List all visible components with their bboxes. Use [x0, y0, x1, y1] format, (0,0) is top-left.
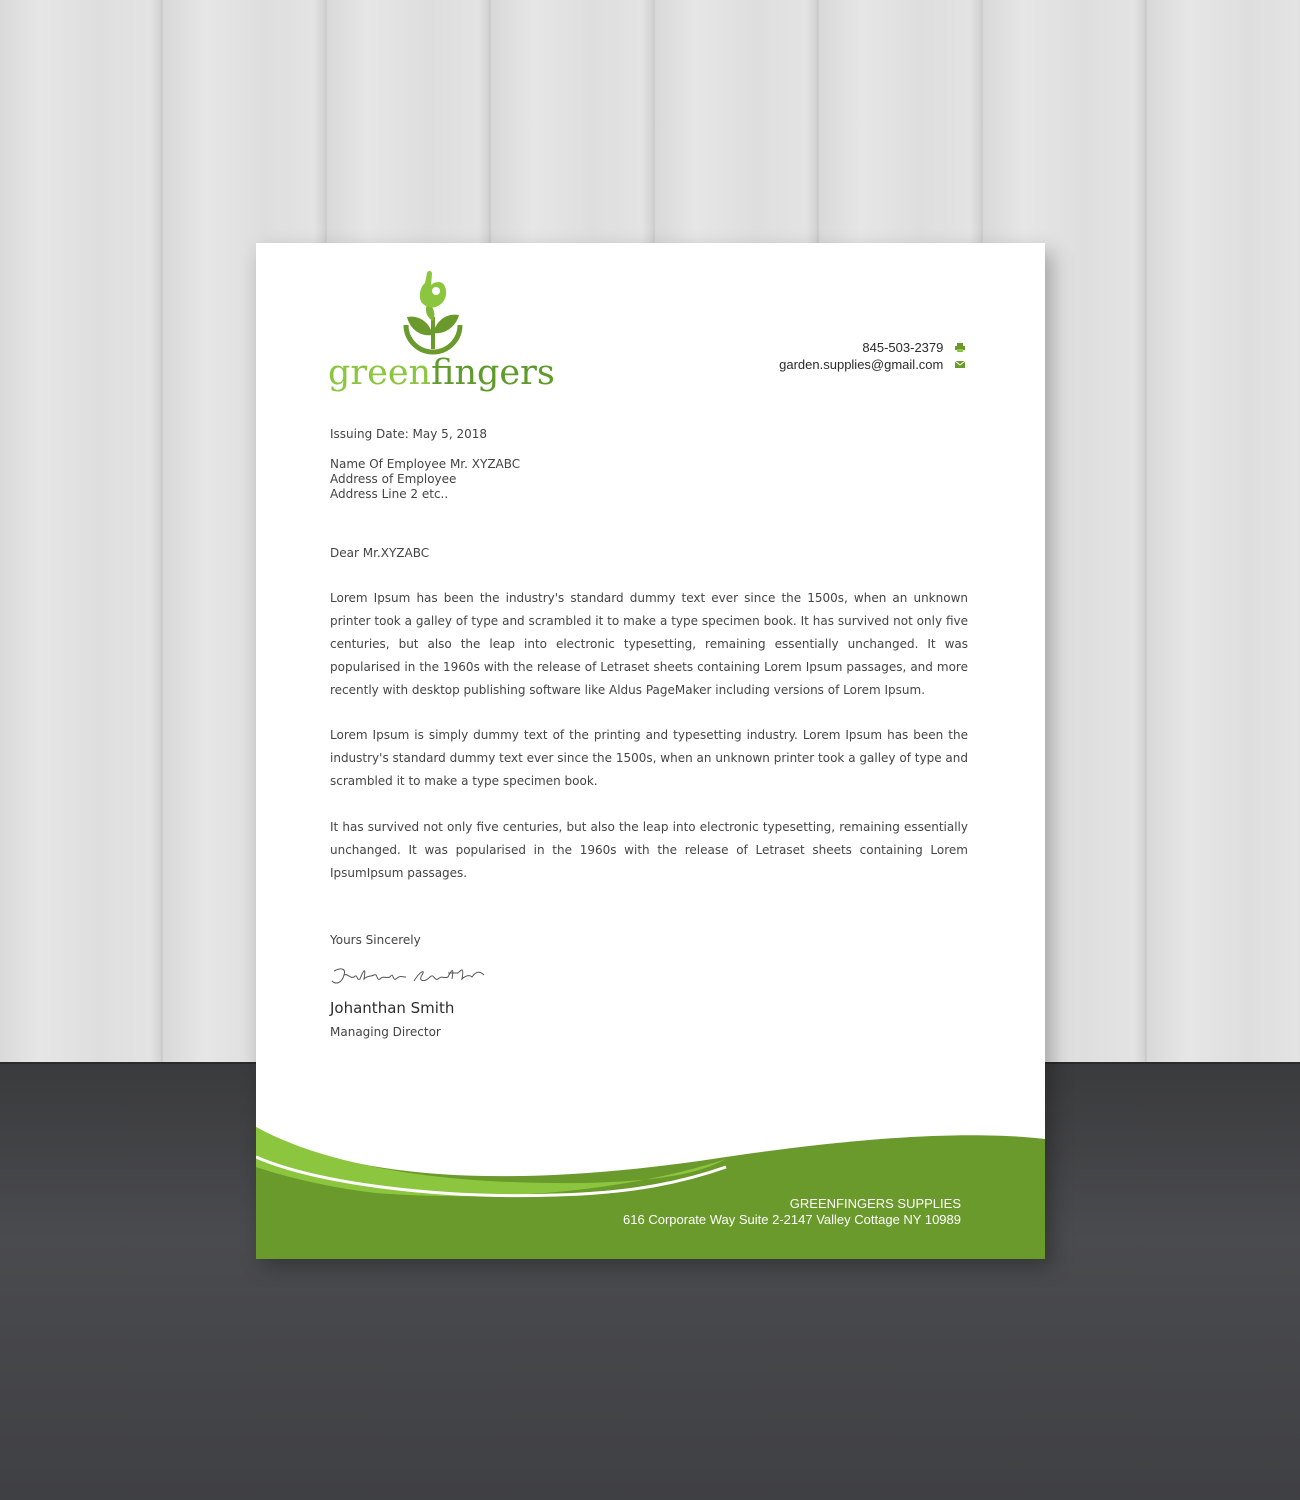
signer-title: Managing Director — [330, 1025, 441, 1039]
paragraph-1: Lorem Ipsum has been the industry's standard dummy text ever since the 1500s, when an unknown printer took a galley of type and scrambled it to make a type specimen book. It has survived not only five centuries, but also the leap into electronic typesetting, remaining essentially unchanged. It was popularised in the 1960s with the release of Letraset sheets containing Lorem Ipsum passages, and more recently with desktop publishing software like Aldus PageMaker including versions of Lorem Ipsum. — [330, 591, 968, 697]
footer-address: 616 Corporate Way Suite 2-2147 Valley Cottage NY 10989 — [623, 1212, 961, 1227]
hand-leaf-logo-icon — [398, 269, 468, 355]
phone-row — [779, 339, 965, 356]
letterhead-page — [256, 243, 1045, 1259]
issuing-date: Issuing Date: May 5, 2018 — [330, 427, 487, 441]
recipient-block — [330, 457, 968, 502]
printer-icon — [955, 343, 965, 352]
contact-block — [779, 339, 965, 373]
envelope-icon — [955, 360, 965, 369]
recipient-address-line1: Address of Employee — [330, 472, 457, 486]
company-wordmark: greenfingers — [328, 353, 555, 393]
footer-company-info — [623, 1196, 961, 1228]
paragraph-3: It has survived not only five centuries, but also the leap into electronic typesetting, remaining essentially unchanged. It was popularised in the 1960s with the release of Letraset sheets containing Lorem IpsumIpsum passages. — [330, 820, 968, 880]
recipient-address-line2: Address Line 2 etc.. — [330, 487, 449, 501]
signer-name: Johanthan Smith — [330, 999, 455, 1017]
handwritten-signature — [330, 961, 515, 991]
closing-line: Yours Sincerely — [330, 933, 421, 947]
recipient-name: Name Of Employee Mr. XYZABC — [330, 457, 521, 471]
footer-wave-graphic — [256, 1119, 1045, 1259]
email-address: garden.supplies@gmail.com — [779, 357, 944, 372]
footer-company-name: GREENFINGERS SUPPLIES — [789, 1196, 961, 1211]
phone-number: 845-503-2379 — [862, 340, 944, 355]
email-row — [779, 356, 965, 373]
paragraph-2: Lorem Ipsum is simply dummy text of the printing and typesetting industry. Lorem Ipsum has been the industry's standard dummy text ever since the 1500s, when an unknown printer took a galley of type and scrambled it to make a type specimen book. — [330, 728, 968, 788]
salutation: Dear Mr.XYZABC — [330, 546, 430, 560]
company-logo — [328, 269, 555, 401]
